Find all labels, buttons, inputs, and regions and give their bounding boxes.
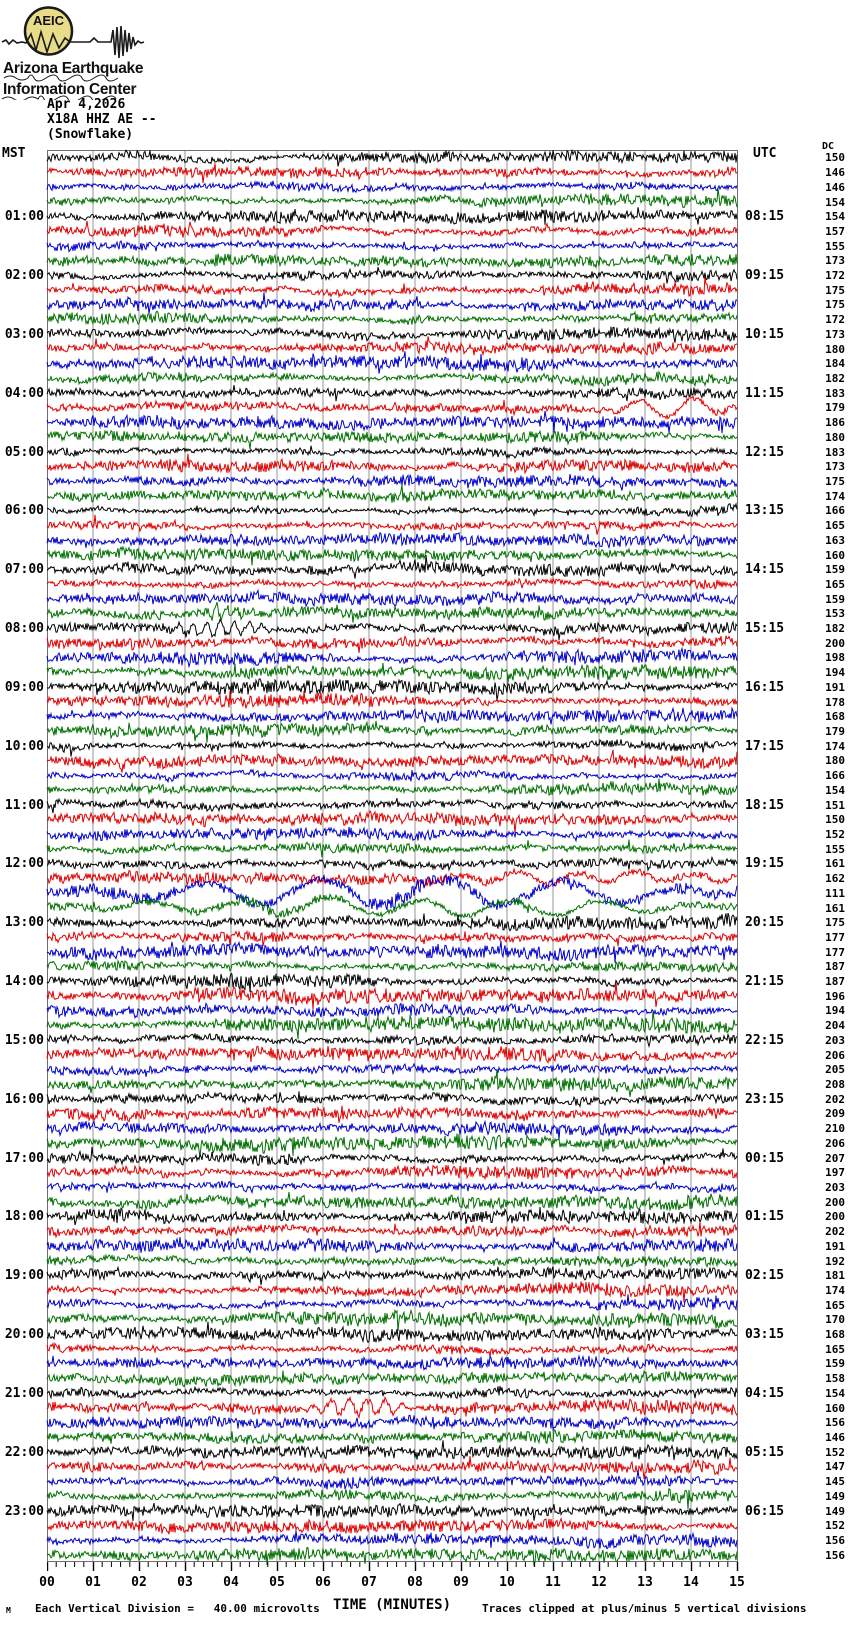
mst-time-label: 10:00 [4, 738, 44, 754]
seismogram-trace [47, 663, 737, 683]
seismogram-trace [47, 750, 737, 773]
utc-time-label: 16:15 [745, 679, 785, 695]
utc-time-label: 05:15 [745, 1444, 785, 1460]
dc-offset-value: 172 [825, 313, 845, 327]
seismogram-plot [47, 150, 738, 1562]
mst-time-label: 09:00 [4, 679, 44, 695]
dc-offset-value: 161 [825, 901, 845, 915]
mst-time-label: 22:00 [4, 1444, 44, 1460]
seismogram-trace [47, 1267, 737, 1285]
dc-offset-value: 174 [825, 1283, 845, 1297]
seismogram-trace [47, 150, 737, 166]
dc-offset-value: 153 [825, 607, 845, 621]
dc-offset-value: 191 [825, 1239, 845, 1253]
seismogram-trace [47, 1046, 737, 1063]
dc-offset-value: 157 [825, 224, 845, 238]
dc-offset-value: 182 [825, 622, 845, 635]
dc-offset-value: 163 [825, 533, 845, 547]
mst-time-label: 01:00 [4, 209, 44, 225]
seismogram-trace [47, 189, 737, 208]
seismogram-trace [47, 555, 737, 578]
seismogram-trace [47, 241, 737, 252]
logo-acronym: AEIC [32, 13, 65, 28]
dc-offset-value: 168 [825, 1328, 845, 1341]
dc-offset-value: 160 [825, 1401, 845, 1415]
dc-offset-value: 149 [825, 1504, 845, 1518]
dc-offset-value: 191 [825, 680, 845, 694]
dc-offset-value: 206 [825, 1136, 845, 1150]
dc-offset-value: 150 [825, 151, 845, 165]
mst-time-label: 11:00 [4, 797, 44, 813]
org-name-line2: Information Center [3, 81, 137, 98]
utc-time-label: 17:15 [745, 738, 785, 754]
seismogram-trace [47, 1134, 737, 1157]
dc-offset-value: 159 [825, 592, 845, 606]
dc-offset-value: 200 [825, 636, 845, 650]
seismogram-trace [47, 1070, 737, 1097]
seismogram-trace [47, 1011, 737, 1039]
seismogram-trace [47, 973, 737, 992]
mst-time-label: 04:00 [4, 385, 44, 401]
aeic-logo [0, 0, 160, 100]
dc-offset-value: 145 [825, 1475, 845, 1489]
seismogram-trace [47, 1237, 737, 1253]
seismogram-trace [47, 1519, 737, 1535]
seismogram-trace [47, 277, 737, 297]
seismogram-trace [47, 739, 737, 756]
utc-time-label: 23:15 [745, 1091, 785, 1107]
seismogram-trace [47, 1181, 737, 1194]
seismogram-trace [47, 983, 737, 1010]
utc-time-label: 11:15 [745, 385, 785, 401]
dc-offset-value: 165 [825, 1342, 845, 1356]
utc-time-label: 12:15 [745, 444, 785, 460]
utc-time-label: 19:15 [745, 856, 785, 872]
seismogram-trace [47, 1470, 737, 1489]
station-location-label: (Snowflake) [47, 127, 134, 142]
dc-offset-value: 155 [825, 842, 845, 856]
dc-offset-value: 156 [825, 1548, 845, 1562]
clip-note: Traces clipped at plus/minus 5 vertical divisions [482, 1602, 807, 1615]
seismogram-trace [47, 547, 737, 565]
dc-offset-value: 180 [825, 754, 845, 768]
station-label: X18A HHZ AE -- [47, 112, 157, 127]
dc-offset-value: 209 [825, 1107, 845, 1121]
dc-offset-value: 155 [825, 239, 845, 253]
dc-offset-value: 180 [825, 342, 845, 356]
dc-offset-value: 166 [825, 769, 845, 783]
seismogram-trace [47, 411, 737, 433]
mst-time-label: 06:00 [4, 503, 44, 519]
utc-time-label: 03:15 [745, 1327, 785, 1342]
dc-offset-value: 170 [825, 1313, 845, 1327]
mst-time-label: 12:00 [4, 856, 44, 872]
seismogram-trace [47, 779, 737, 796]
x-tick-label: 01 [85, 1575, 101, 1590]
dc-offset-value: 202 [825, 1092, 845, 1106]
dc-offset-value: 160 [825, 548, 845, 562]
x-tick-label: 05 [269, 1575, 285, 1590]
dc-offset-value: 152 [825, 1445, 845, 1459]
dc-offset-value: 146 [825, 166, 845, 180]
seismogram-trace [47, 1397, 737, 1417]
seismogram-trace [47, 1294, 737, 1310]
seismogram-trace [47, 1371, 737, 1387]
left-timezone-label: MST [2, 146, 26, 161]
dc-offset-value: 173 [825, 460, 845, 474]
dc-offset-value: 204 [825, 1019, 845, 1033]
dc-offset-value: 154 [825, 210, 845, 224]
date-label: Apr 4,2026 [47, 97, 126, 112]
seismogram-trace [47, 372, 737, 386]
x-tick-label: 04 [223, 1575, 239, 1590]
mst-time-label: 21:00 [4, 1385, 44, 1401]
dc-offset-value: 205 [825, 1063, 845, 1077]
seismogram-trace [47, 913, 737, 931]
dc-offset-value: 200 [825, 1210, 845, 1224]
dc-offset-value: 196 [825, 989, 845, 1003]
dc-offset-value: 175 [825, 298, 845, 312]
seismogram-trace [47, 311, 737, 325]
dc-offset-value: 165 [825, 1298, 845, 1312]
mst-time-label: 02:00 [4, 268, 44, 283]
seismogram-trace [47, 590, 737, 606]
dc-offset-value: 166 [825, 504, 845, 518]
seismogram-trace [47, 504, 737, 516]
mst-time-label: 20:00 [4, 1327, 44, 1342]
dc-offset-value: 152 [825, 827, 845, 841]
dc-offset-value: 202 [825, 1225, 845, 1239]
dc-offset-value: 194 [825, 1004, 845, 1018]
seismogram-trace [47, 533, 737, 548]
dc-offset-value: 179 [825, 401, 845, 415]
seismogram-trace [47, 207, 737, 225]
seismogram-trace [47, 811, 737, 833]
utc-time-label: 06:15 [745, 1503, 785, 1519]
dc-offset-value: 175 [825, 283, 845, 297]
dc-offset-value: 210 [825, 1122, 845, 1136]
seismogram-trace [47, 293, 737, 314]
seismogram-trace [47, 840, 737, 858]
dc-offset-value: 186 [825, 416, 845, 430]
dc-offset-value: 197 [825, 1166, 845, 1180]
seismogram-trace [47, 446, 737, 458]
seismogram-trace [47, 267, 737, 283]
seismogram-trace [47, 649, 737, 667]
right-timezone-label: UTC [753, 146, 777, 161]
utc-time-label: 14:15 [745, 562, 785, 578]
dc-offset-value: 179 [825, 725, 845, 738]
seismogram-trace [47, 351, 737, 373]
x-tick-label: 09 [453, 1575, 469, 1590]
seismogram-trace [47, 1255, 737, 1267]
seismogram-trace [47, 941, 737, 963]
x-axis-ticks [47, 1562, 742, 1576]
dc-offset-value: 154 [825, 195, 845, 209]
dc-offset-value: 203 [825, 1033, 845, 1047]
seismogram-trace [47, 1456, 737, 1479]
utc-time-label: 13:15 [745, 503, 785, 519]
corner-mark: M [6, 1606, 11, 1615]
x-tick-label: 08 [407, 1575, 423, 1590]
dc-offset-value: 162 [825, 872, 845, 886]
dc-offset-value: 111 [825, 886, 845, 900]
dc-offset-value: 151 [825, 798, 845, 812]
seismogram-trace [47, 454, 737, 473]
seismogram-trace [47, 620, 737, 641]
seismogram-trace [47, 485, 737, 503]
seismogram-trace [47, 1064, 737, 1077]
utc-time-label: 21:15 [745, 974, 785, 989]
seismogram-trace [47, 1121, 737, 1140]
x-tick-label: 15 [729, 1575, 745, 1590]
dc-offset-value: 173 [825, 254, 845, 268]
dc-offset-value: 174 [825, 489, 845, 503]
mst-time-label: 16:00 [4, 1091, 44, 1107]
utc-time-label: 01:15 [745, 1209, 785, 1225]
seismogram-trace [47, 869, 737, 888]
seismogram-trace [47, 1322, 737, 1343]
seismogram-trace [47, 708, 737, 725]
dc-offset-value: 165 [825, 577, 845, 591]
mst-time-label: 03:00 [4, 326, 44, 342]
seismogram-trace [47, 1106, 737, 1123]
seismogram-trace [47, 1192, 737, 1210]
seismogram-trace [47, 798, 737, 813]
dc-offset-value: 183 [825, 445, 845, 459]
seismogram-trace [47, 827, 737, 843]
seismogram-trace [47, 1004, 737, 1018]
dc-column-header: DC [822, 141, 835, 152]
dc-offset-value: 194 [825, 666, 845, 680]
mst-time-label: 23:00 [4, 1503, 44, 1519]
dc-offset-value: 149 [825, 1489, 845, 1503]
mst-time-label: 05:00 [4, 444, 44, 460]
utc-time-label: 08:15 [745, 209, 785, 225]
utc-time-label: 04:15 [745, 1385, 785, 1401]
seismogram-trace [47, 1311, 737, 1331]
seismogram-trace [47, 1415, 737, 1429]
seismogram-trace [47, 1207, 737, 1225]
dc-offset-value: 187 [825, 960, 845, 974]
x-tick-label: 11 [545, 1575, 561, 1590]
dc-offset-value: 184 [825, 357, 845, 371]
dc-offset-value: 174 [825, 739, 845, 753]
x-tick-label: 12 [591, 1575, 607, 1590]
utc-time-label: 20:15 [745, 915, 785, 931]
mst-time-label: 07:00 [4, 562, 44, 578]
seismogram-trace [47, 1034, 737, 1047]
dc-offset-value: 159 [825, 563, 845, 577]
dc-offset-value: 198 [825, 651, 845, 665]
seismogram-trace [47, 1440, 737, 1460]
seismogram-trace [47, 181, 737, 193]
seismogram-trace [47, 327, 737, 343]
seismogram-trace [47, 858, 737, 871]
seismogram-trace [47, 1282, 737, 1303]
seismogram-trace [47, 396, 737, 418]
seismogram-trace [47, 691, 737, 709]
dc-offset-value: 161 [825, 857, 845, 871]
seismogram-trace [47, 163, 737, 183]
seismogram-trace [47, 515, 737, 535]
seismogram-trace [47, 579, 737, 589]
seismogram-trace [47, 254, 737, 268]
seismogram-trace [47, 1429, 737, 1444]
x-tick-label: 07 [361, 1575, 377, 1590]
dc-offset-value: 150 [825, 813, 845, 827]
utc-time-label: 02:15 [745, 1268, 785, 1284]
x-tick-label: 03 [177, 1575, 193, 1590]
dc-offset-value: 177 [825, 930, 845, 944]
dc-offset-value: 192 [825, 1254, 845, 1268]
seismogram-trace [47, 770, 737, 782]
seismogram-trace [47, 602, 737, 623]
dc-offset-value: 158 [825, 1372, 845, 1386]
mst-time-label: 19:00 [4, 1268, 44, 1284]
seismogram-trace [47, 1165, 737, 1180]
mst-time-label: 08:00 [4, 621, 44, 636]
seismogram-trace [47, 931, 737, 946]
seismogram-trace [47, 431, 737, 450]
seismogram-trace [47, 474, 737, 490]
x-tick-label: 00 [39, 1575, 55, 1590]
x-tick-label: 10 [499, 1575, 515, 1590]
dc-offset-value: 177 [825, 945, 845, 959]
seismogram-trace [47, 1503, 737, 1521]
dc-offset-value: 154 [825, 1386, 845, 1400]
utc-time-label: 18:15 [745, 797, 785, 813]
org-name-line1: Arizona Earthquake [3, 60, 144, 77]
seismogram-trace [47, 336, 737, 355]
utc-time-label: 22:15 [745, 1032, 785, 1048]
seismogram-trace [47, 721, 737, 743]
dc-offset-value: 206 [825, 1048, 845, 1062]
utc-time-label: 10:15 [745, 326, 785, 342]
utc-time-label: 00:15 [745, 1150, 785, 1166]
seismogram-trace [47, 385, 737, 401]
dc-offset-value: 175 [825, 916, 845, 930]
scale-note: Each Vertical Division = 40.00 microvolts [35, 1602, 320, 1615]
dc-offset-value: 165 [825, 519, 845, 533]
seismogram-trace [47, 1091, 737, 1106]
seismogram-trace [47, 1386, 737, 1398]
dc-offset-value: 173 [825, 327, 845, 341]
seismogram-trace [47, 1222, 737, 1238]
dc-offset-value: 187 [825, 975, 845, 988]
seismogram-trace [47, 961, 737, 972]
dc-offset-value: 168 [825, 710, 845, 724]
seismogram-trace [47, 1344, 737, 1357]
dc-offset-value: 146 [825, 1431, 845, 1444]
dc-offset-value: 156 [825, 1533, 845, 1547]
dc-offset-value: 182 [825, 372, 845, 385]
dc-offset-value: 207 [825, 1151, 845, 1165]
seismogram-trace [47, 221, 737, 238]
dc-offset-value: 146 [825, 180, 845, 194]
dc-offset-value: 154 [825, 783, 845, 797]
dc-offset-value: 181 [825, 1269, 845, 1283]
x-tick-label: 02 [131, 1575, 147, 1590]
dc-offset-value: 159 [825, 1357, 845, 1371]
dc-offset-value: 200 [825, 1195, 845, 1209]
mst-time-label: 15:00 [4, 1032, 44, 1048]
mst-time-label: 14:00 [4, 974, 44, 989]
x-tick-label: 14 [683, 1575, 699, 1590]
dc-offset-value: 152 [825, 1519, 845, 1533]
dc-offset-value: 156 [825, 1416, 845, 1430]
mst-time-label: 18:00 [4, 1209, 44, 1225]
seismogram-trace [47, 1489, 737, 1510]
dc-offset-value: 175 [825, 474, 845, 488]
dc-offset-value: 172 [825, 269, 845, 282]
utc-time-label: 09:15 [745, 268, 785, 283]
dc-offset-value: 208 [825, 1078, 845, 1091]
dc-offset-value: 183 [825, 386, 845, 400]
seismogram-trace [47, 1147, 737, 1166]
x-tick-label: 13 [637, 1575, 653, 1590]
dc-offset-value: 203 [825, 1180, 845, 1194]
seismogram-trace [47, 1531, 737, 1549]
seismogram-trace [47, 636, 737, 653]
utc-time-label: 15:15 [745, 621, 785, 636]
dc-offset-value: 180 [825, 430, 845, 444]
mst-time-label: 17:00 [4, 1150, 44, 1166]
x-axis-title: TIME (MINUTES) [332, 1597, 452, 1613]
mst-time-label: 13:00 [4, 915, 44, 931]
seismogram-trace [47, 1356, 737, 1370]
dc-offset-value: 147 [825, 1460, 845, 1474]
dc-offset-value: 178 [825, 695, 845, 709]
x-tick-label: 06 [315, 1575, 331, 1590]
